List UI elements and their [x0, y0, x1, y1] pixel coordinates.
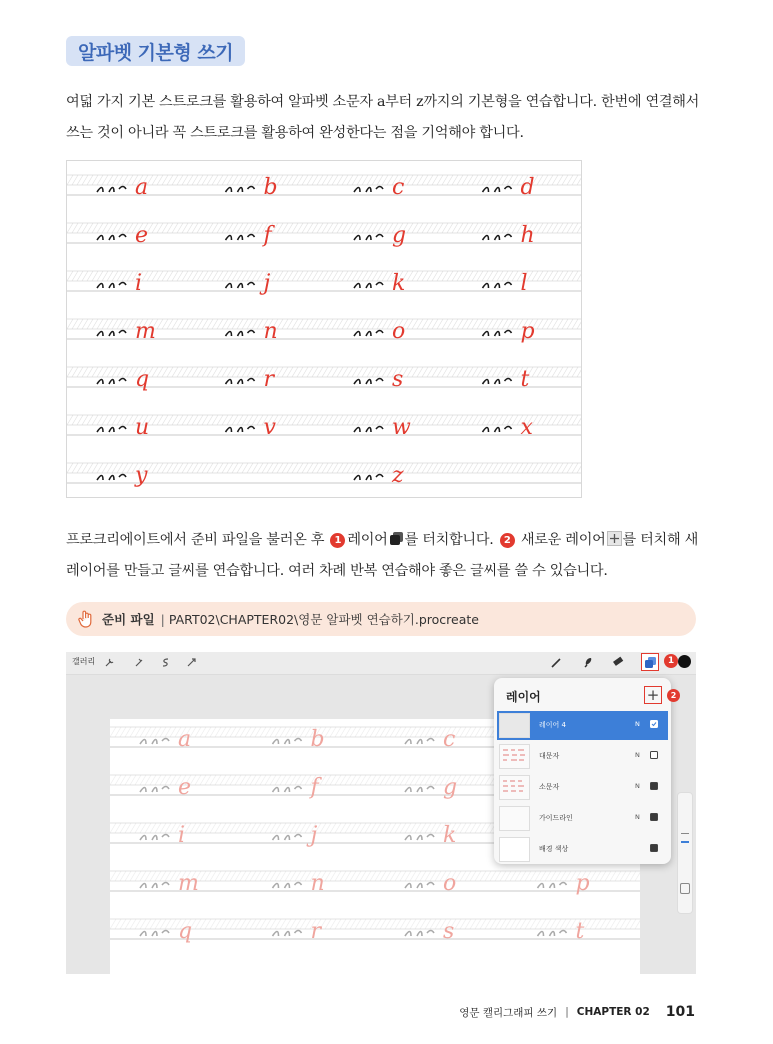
layer-visibility-checkbox[interactable]	[650, 813, 658, 821]
practice-letter: f	[263, 223, 272, 248]
slider-indicator	[681, 841, 689, 843]
blend-mode[interactable]: N	[635, 720, 640, 728]
practice-letter: l	[520, 271, 528, 296]
guideline-row	[67, 271, 581, 291]
basic-stroke	[140, 739, 169, 745]
basic-stroke	[483, 379, 512, 385]
basic-stroke	[97, 283, 126, 289]
practice-letter: e	[135, 223, 149, 248]
practice-letter: w	[392, 415, 411, 440]
practice-letter: s	[392, 367, 404, 392]
layer-name: 소문자	[539, 783, 560, 791]
intro-paragraph: 여덟 가지 기본 스트로크를 활용하여 알파벳 소문자 a부터 z까지의 기본형을 연습합니다. 한번에 연결해서 쓰는 것이 아니라 꼭 스트로크를 활용하여 완성한다는 점을 기억해야 합니다.	[66, 94, 700, 141]
marker-2-badge: 2	[667, 689, 680, 702]
layers-panel-title: 레이어	[506, 690, 541, 704]
marker-1-badge: 1	[664, 654, 678, 668]
brush-size-slider[interactable]	[677, 792, 693, 914]
practice-letter: j	[310, 823, 318, 848]
instruction-text-4: 새로운 레이어	[520, 532, 606, 548]
footer-chapter: CHAPTER 02	[576, 1006, 650, 1018]
basic-stroke	[354, 427, 383, 433]
prep-file-separator: |	[160, 611, 165, 627]
color-swatch[interactable]	[678, 655, 691, 668]
instruction-text-1: 프로크리에이트에서 준비 파일을 불러온 후	[66, 532, 325, 548]
layer-visibility-checkbox[interactable]	[650, 782, 658, 790]
practice-letter: a	[178, 727, 192, 752]
practice-letter: y	[135, 463, 148, 488]
layer-row[interactable]	[497, 804, 668, 833]
section-heading-text: 알파벳 기본형 쓰기	[78, 41, 234, 64]
practice-letter: b	[310, 727, 325, 752]
basic-stroke	[483, 283, 512, 289]
practice-letter: q	[135, 367, 150, 392]
basic-stroke	[226, 187, 255, 193]
hand-pointer-icon	[78, 610, 94, 628]
smudge-icon[interactable]	[582, 655, 596, 669]
basic-stroke	[273, 835, 302, 841]
basic-stroke	[354, 475, 383, 481]
adjustments-icon[interactable]	[134, 657, 145, 668]
practice-letter: i	[178, 823, 186, 848]
lowercase-thumbnail-icon	[500, 776, 529, 799]
practice-letter: r	[310, 919, 322, 944]
blend-mode[interactable]: N	[635, 751, 640, 759]
practice-letter: n	[310, 871, 325, 896]
basic-stroke	[226, 379, 255, 385]
slider-handle[interactable]	[681, 833, 689, 834]
basic-stroke	[354, 379, 383, 385]
basic-stroke	[97, 235, 126, 241]
basic-stroke	[97, 187, 126, 193]
marker-2-badge: 2	[500, 533, 515, 548]
wrench-icon[interactable]	[104, 657, 115, 668]
basic-stroke	[140, 787, 169, 793]
layer-row[interactable]	[497, 773, 668, 802]
layer-thumbnail	[499, 744, 530, 769]
basic-stroke	[226, 427, 255, 433]
plus-icon: +	[646, 686, 660, 704]
practice-letter: r	[263, 367, 275, 392]
basic-stroke	[405, 787, 434, 793]
basic-stroke	[405, 835, 434, 841]
transform-icon[interactable]	[186, 657, 197, 668]
layers-icon	[389, 531, 404, 546]
basic-stroke	[538, 931, 567, 937]
layers-panel	[494, 678, 677, 864]
basic-stroke	[97, 475, 126, 481]
basic-stroke	[226, 331, 255, 337]
practice-letter: s	[443, 919, 455, 944]
practice-letter: o	[392, 319, 406, 344]
practice-letter: v	[263, 415, 276, 440]
basic-stroke	[97, 379, 126, 385]
basic-stroke	[226, 283, 255, 289]
layer-visibility-checkbox[interactable]	[650, 844, 658, 852]
basic-stroke	[405, 931, 434, 937]
practice-letter: k	[443, 823, 457, 848]
basic-stroke	[140, 835, 169, 841]
practice-letter: c	[443, 727, 456, 752]
instruction-text-3: 를 터치합니다.	[404, 532, 494, 548]
practice-letter: t	[575, 919, 585, 944]
basic-stroke	[273, 739, 302, 745]
basic-stroke	[405, 739, 434, 745]
practice-letter: n	[263, 319, 278, 344]
basic-stroke	[140, 931, 169, 937]
practice-letter: m	[178, 871, 199, 896]
layer-row[interactable]	[497, 835, 668, 864]
practice-letter: m	[135, 319, 156, 344]
layer-row[interactable]	[497, 742, 668, 771]
basic-stroke	[538, 883, 567, 889]
practice-letter: x	[520, 415, 533, 440]
prep-file-path: PART02\CHAPTER02\영문 알파벳 연습하기.procreate	[168, 612, 479, 627]
page-footer	[459, 1004, 695, 1020]
practice-letter: g	[392, 223, 407, 248]
basic-stroke	[483, 427, 512, 433]
practice-letter: o	[443, 871, 457, 896]
basic-stroke	[483, 187, 512, 193]
instruction-text-5: 를 터치해 새 레이어를 만들고 글씨를 연습합니다. 여러 차례 반복 연습해야 좋은 글씨를 쓸 수 있습니다.	[66, 532, 698, 579]
basic-stroke	[140, 883, 169, 889]
practice-letter: c	[392, 175, 405, 200]
check-icon	[651, 721, 657, 727]
brush-icon[interactable]	[550, 656, 563, 669]
layers-icon	[643, 655, 658, 670]
practice-letter: t	[520, 367, 530, 392]
basic-stroke	[354, 235, 383, 241]
practice-letter: p	[575, 871, 590, 896]
alphabet-practice-image	[67, 161, 581, 497]
layer-name: 레이어 4	[539, 721, 566, 729]
layer-visibility-checkbox[interactable]	[650, 751, 658, 759]
blend-mode[interactable]: N	[635, 813, 640, 821]
practice-letter: z	[392, 463, 404, 488]
basic-stroke	[273, 931, 302, 937]
practice-letter: f	[310, 775, 319, 800]
basic-stroke	[483, 235, 512, 241]
modify-button[interactable]	[680, 883, 690, 894]
basic-stroke	[483, 331, 512, 337]
layer-thumbnail	[499, 837, 530, 862]
layer-name: 배경 색상	[539, 845, 569, 853]
layer-visibility-checkbox[interactable]	[650, 720, 658, 728]
section-heading	[66, 36, 245, 66]
add-layer-button[interactable]	[644, 686, 662, 704]
layer-thumbnail	[499, 775, 530, 800]
layer-thumbnail	[499, 713, 530, 738]
prep-file-banner	[66, 602, 696, 636]
procreate-screenshot	[66, 652, 696, 974]
practice-letter: q	[178, 919, 193, 944]
layer-thumbnail	[499, 806, 530, 831]
selection-icon[interactable]	[160, 657, 171, 668]
basic-stroke	[97, 427, 126, 433]
practice-sheet	[66, 160, 582, 498]
practice-letter: i	[135, 271, 143, 296]
prep-file-label: 준비 파일	[102, 612, 155, 627]
practice-letter: d	[520, 175, 535, 200]
basic-stroke	[354, 187, 383, 193]
plus-icon	[607, 531, 622, 546]
layer-row[interactable]	[497, 711, 668, 740]
practice-letter: j	[263, 271, 271, 296]
uppercase-thumbnail-icon	[500, 745, 529, 768]
practice-letter: g	[443, 775, 458, 800]
footer-book-title: 영문 캘리그래피 쓰기	[459, 1006, 558, 1019]
practice-letter: u	[135, 415, 150, 440]
practice-letter: b	[263, 175, 278, 200]
practice-letter: e	[178, 775, 192, 800]
eraser-icon[interactable]	[611, 656, 624, 669]
footer-separator: |	[565, 1006, 569, 1018]
blend-mode[interactable]: N	[635, 782, 640, 790]
practice-letter: k	[392, 271, 406, 296]
practice-letter: a	[135, 175, 149, 200]
basic-stroke	[273, 787, 302, 793]
practice-letter: p	[520, 319, 535, 344]
marker-1-badge: 1	[330, 533, 345, 548]
basic-stroke	[97, 331, 126, 337]
basic-stroke	[226, 235, 255, 241]
basic-stroke	[273, 883, 302, 889]
practice-letter: h	[520, 223, 535, 248]
app-toolbar	[66, 652, 696, 675]
instruction-paragraph	[66, 525, 706, 587]
page-number: 101	[665, 1004, 695, 1020]
instruction-text-2: 레이어	[347, 532, 388, 548]
layer-name: 대문자	[539, 752, 560, 760]
layer-name: 가이드라인	[539, 814, 573, 822]
layers-button[interactable]	[641, 653, 659, 671]
gallery-button[interactable]: 갤러리	[72, 657, 96, 666]
basic-stroke	[405, 883, 434, 889]
basic-stroke	[354, 283, 383, 289]
basic-stroke	[354, 331, 383, 337]
